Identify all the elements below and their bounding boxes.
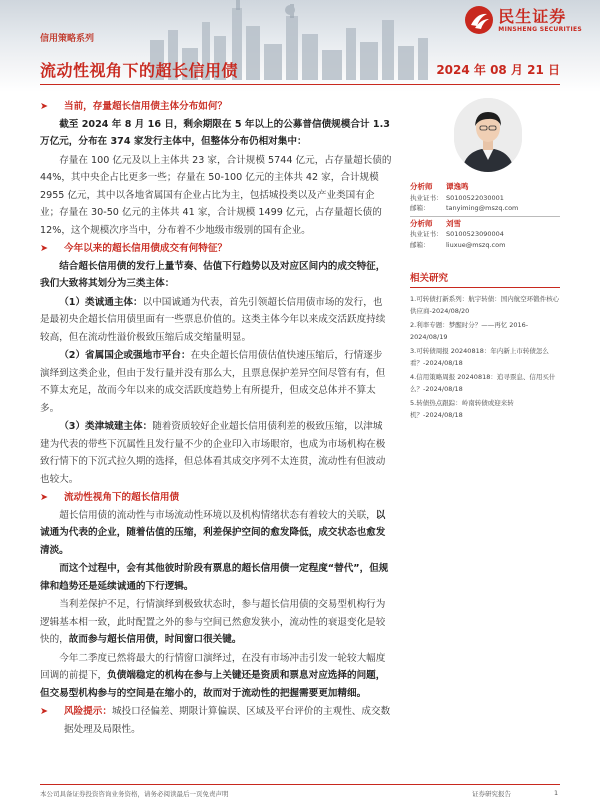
page-number: 1 — [554, 789, 559, 797]
section-2-lead: 结合超长信用债的发行上量节奏、估值下行趋势以及对应区间内的成交特征，我们大致将其划分为三类主体： — [40, 260, 386, 289]
arrow-bullet-icon: ➤ — [40, 243, 49, 254]
footer-report-type: 证券研究报告 — [472, 790, 511, 798]
related-research-list — [410, 294, 560, 421]
analyst-1-name: 谭逸鸣 — [446, 182, 469, 191]
type-1-label: （1）类诚通主体： — [59, 296, 143, 308]
related-item[interactable]: 5.转债热点跟踪：岭南转债或迎来转机？-2024/08/18 — [410, 399, 514, 419]
logo-english-name: MINSHENG SECURITIES — [498, 25, 582, 33]
arrow-bullet-icon: ➤ — [40, 706, 49, 717]
sidebar — [410, 98, 560, 424]
section-3-para-4: 今年二季度已然将最大的行情窗口演绎过，在没有市场冲击引发一轮较大幅度回调的前提下，负债端稳定的机构在参与上关键还是资质和票息对应选择的问题，但交易型机构参与的空间是在缩小的，故而对于流动性的把握需要更加精细。 — [40, 652, 386, 699]
analyst-divider — [410, 216, 560, 217]
main-content — [40, 98, 392, 738]
section-1-body: 存量在 100 亿元及以上主体共 23 家，合计规模 5744 亿元，占存量超长债的 44%，其中央企占比更多一些；存量在 50-100 亿元的主体共 42 家，合计规模 2955 亿元，其中以各地省属国有企业占比为主，包括城投类以及产业类国有企业；存量在 30-50 亿元的主体共 41 家，合计规模 1499 亿元，占存量超长债的 12%，这个规模次序当中，分布着不少地级市级别的国有企业。 — [40, 154, 392, 236]
analyst-1-name-row: 分析师 谭逸鸣 — [410, 182, 469, 191]
related-item[interactable]: 3.可转债周报 20240818：年内新上市转债怎么看？-2024/08/18 — [410, 347, 549, 367]
related-item[interactable]: 2.利率专题：梦醒时分？——再忆 2016-2024/08/19 — [410, 321, 529, 341]
header-divider — [40, 84, 560, 85]
related-item[interactable]: 1.可转债打新系列：航宇转债：国内航空环锻件核心供应商-2024/08/20 — [410, 295, 560, 315]
analyst-2-name-row: 分析师 刘雪 — [410, 218, 461, 228]
section-heading-3: ➤ 流动性视角下的超长信用债 — [40, 489, 392, 507]
section-2-para-3 — [40, 418, 392, 488]
report-series: 信用策略系列 — [40, 34, 95, 44]
minsheng-logo-icon — [464, 5, 494, 35]
section-2-para-2 — [40, 347, 392, 417]
section-2-para-1 — [40, 294, 392, 347]
analyst-2-email-row: 邮箱： liuxue@mszq.com — [410, 240, 506, 249]
footer-divider — [40, 784, 560, 785]
section-heading-1: ➤ 当前，存量超长信用债主体分布如何？ — [40, 98, 392, 116]
arrow-bullet-icon: ➤ — [40, 492, 49, 503]
analyst-1-email[interactable]: tanyiming@mszq.com — [446, 204, 519, 212]
report-title: 流动性视角下的超长信用债 — [40, 61, 239, 80]
section-3-para-2: 而这个过程中，会有其他彼时阶段有票息的超长信用债一定程度“替代”，但规律和趋势还是延续诚通的下行逻辑。 — [40, 563, 389, 592]
analyst-portrait — [454, 98, 522, 172]
section-1-lead: 截至 2024 年 8 月 16 日，剩余期限在 5 年以上的公募普信债规模合计 1.3 万亿元，分布在 374 家发行主体中，但整体分布仍相对集中： — [40, 118, 390, 147]
section-3-para-1: 超长信用债的流动性与市场流动性环境以及机构情绪状态有着较大的关联，以诚通为代表的企业，随着估值的压缩，利差保护空间的愈发降低，成交状态也愈发清淡。 — [40, 509, 386, 556]
analyst-2-cert: S0100523090004 — [446, 230, 504, 238]
risk-warning — [40, 703, 392, 738]
section-3-para-3: 当利差保护不足，行情演绎到极致状态时，参与超长信用债的交易型机构行为逻辑基本相一致，此时配置之外的参与空间已然愈发狭小，流动性的衰退变化是较快的，故而参与超长信用债，时间窗口很关键。 — [40, 599, 386, 645]
analyst-1-email-row: 邮箱： tanyiming@mszq.com — [410, 204, 519, 212]
arrow-bullet-icon: ➤ — [40, 101, 49, 112]
analyst-2-cert-row: 执业证书： S0100523090004 — [410, 230, 504, 238]
analyst-2-email[interactable]: liuxue@mszq.com — [446, 240, 506, 249]
type-2-text: 在央企超长信用债估值快速压缩后，行情逐步演绎到这类企业，但由于发行量并没有那么大，且票息保护差异空间尽管有有，但不算太充足，故而今年以来的成交活跃度趋势上有所提升，但成交总体并不算太多。 — [40, 350, 386, 414]
analyst-block — [410, 182, 560, 250]
related-item[interactable]: 4.信用策略周报 20240818：追寻票息、信用买什么？-2024/08/18 — [410, 373, 556, 393]
type-3-label: （3）类津城建主体： — [59, 421, 153, 432]
analyst-1-cert-row: 执业证书： S0100522030001 — [410, 193, 504, 202]
risk-text: 城投口径偏差、期限计算偏误、区域及平台评价的主观性、成交数据处理及局限性。 — [64, 706, 391, 735]
analyst-2-name: 刘雪 — [446, 218, 461, 228]
analyst-photo — [454, 98, 522, 172]
report-date: 2024 年 08 月 21 日 — [436, 63, 560, 77]
type-1-text: 以中国诚通为代表，首先引领超长信用债市场的发行，也是最初央企超长信用债里面有一些票息价值的。这类主体今年以来成交活跃度持续较高，但在流动性溢价极致压缩后成交缩量明显。 — [40, 296, 386, 343]
footer-disclaimer: 本公司具备证券投资咨询业务资格，请务必阅读最后一页免责声明 — [40, 790, 229, 798]
type-3-text: 随着资质较好企业超长信用债利差的极致压缩，以津城建为代表的带些下沉属性且发行量不少的企业印入市场眼帘，也成为市场机构在极致行情下的下沉式拉久期的选择，但总体看其成交序列不太连贯，流动性有但波动也较大。 — [40, 421, 386, 485]
type-2-label: （2）省属国企或强地市平台： — [59, 350, 191, 361]
risk-heading: 风险提示： — [64, 706, 112, 717]
company-logo — [464, 5, 582, 35]
related-research-title: 相关研究 — [410, 270, 560, 288]
logo-chinese-name: 民生证券 — [498, 6, 567, 26]
section-heading-2: ➤ 今年以来的超长信用债成交有何特征？ — [40, 240, 392, 258]
analyst-1-cert: S0100522030001 — [446, 193, 504, 202]
